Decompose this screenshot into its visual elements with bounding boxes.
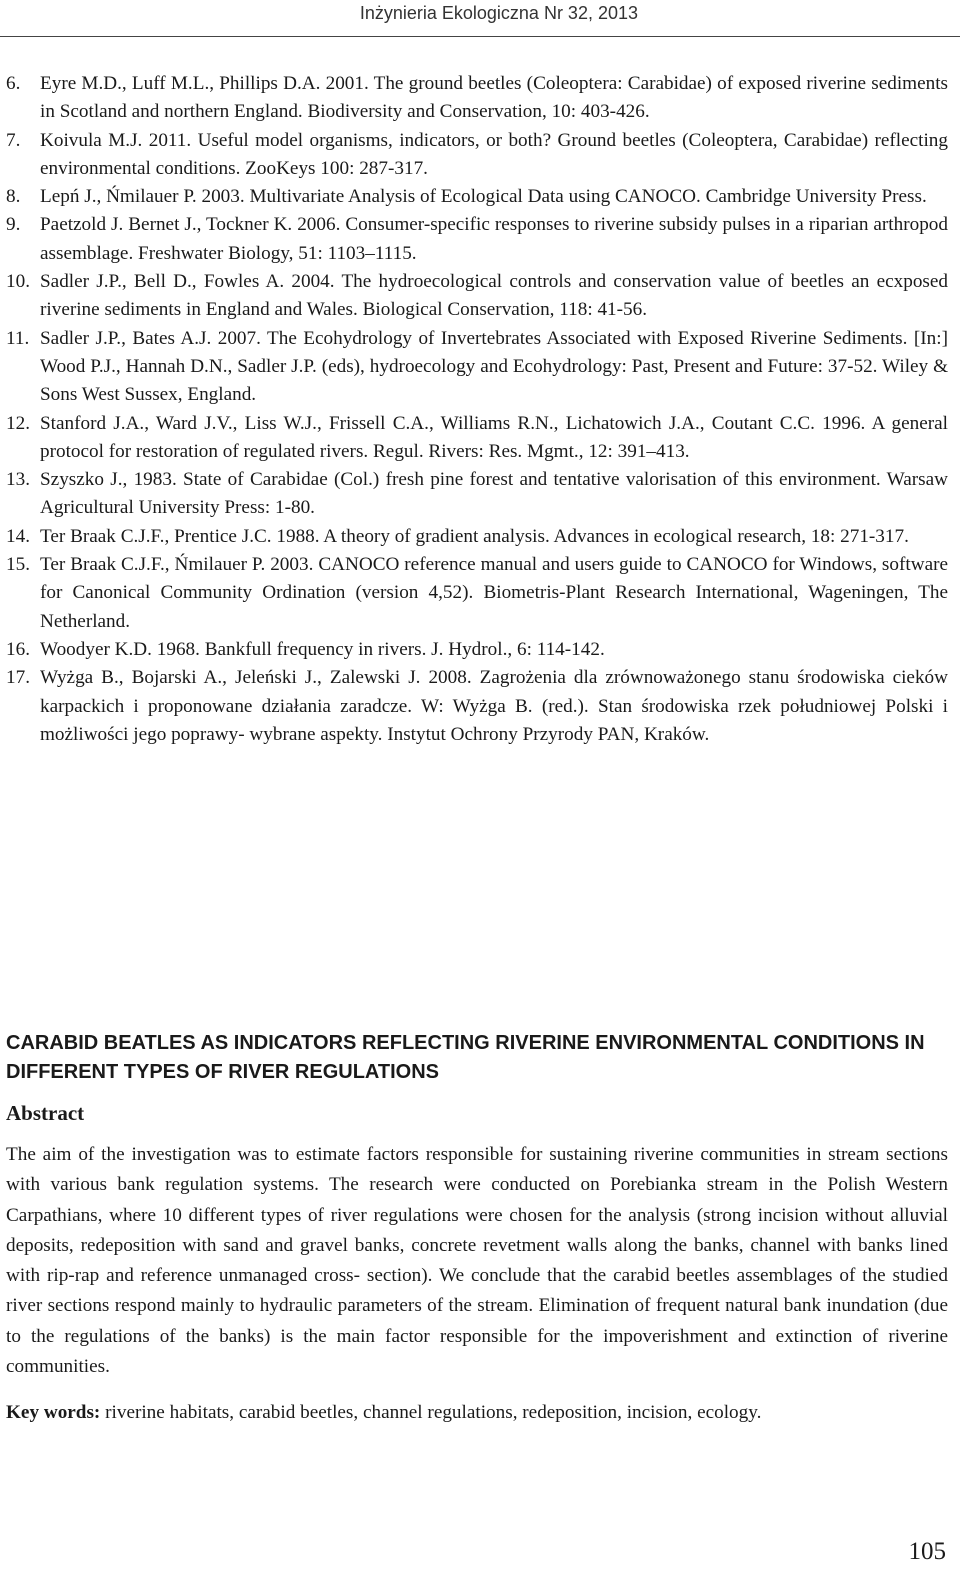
reference-number: 13. — [6, 469, 30, 491]
keywords — [6, 1398, 948, 1428]
reference-text: Ter Braak C.J.F., Prentice J.C. 1988. A theory of gradient analysis. Advances in ecological research, 18: 271-317. — [40, 525, 909, 547]
reference-item — [6, 466, 948, 523]
abstract-heading: Abstract — [6, 1101, 85, 1125]
reference-item — [6, 70, 948, 127]
reference-item — [6, 127, 948, 184]
reference-text: Szyszko J., 1983. State of Carabidae (Col.) fresh pine forest and tentative valorisation of this environment. Warsaw Agricultural University Press: 1-80. — [40, 469, 948, 519]
reference-item — [6, 523, 948, 551]
reference-number: 15. — [6, 554, 30, 576]
reference-text: Ter Braak C.J.F., Ńmilauer P. 2003. CANOCO reference manual and users guide to CANOCO for Windows, software for Canonical Community Ordination (version 4,52). Biometris-Plant Research International, Wageningen, The Netherland. — [40, 554, 948, 632]
reference-number: 7. — [6, 129, 21, 151]
reference-text: Woodyer K.D. 1968. Bankfull frequency in rivers. J. Hydrol., 6: 114-142. — [40, 638, 605, 660]
reference-item — [6, 325, 948, 410]
reference-number: 11. — [6, 327, 30, 349]
reference-number: 16. — [6, 638, 30, 660]
keywords-label: Key words: — [6, 1402, 101, 1423]
reference-text: Eyre M.D., Luff M.L., Phillips D.A. 2001. The ground beetles (Coleoptera: Carabidae) of exposed riverine sediments in Scotland and northern England. Biodiversity and Conservation, 10: 403-426. — [40, 73, 948, 123]
reference-text: Stanford J.A., Ward J.V., Liss W.J., Frissell C.A., Williams R.N., Lichatowich J.A., Coutant C.C. 1996. A general protocol for restoration of regulated rivers. Regul. Rivers: Res. Mgmt., 12: 391–413. — [40, 412, 948, 462]
reference-number: 17. — [6, 667, 30, 689]
running-header: Inżynieria Ekologiczna Nr 32, 2013 — [359, 3, 638, 23]
reference-number: 14. — [6, 525, 30, 547]
reference-number: 9. — [6, 214, 21, 236]
reference-text: Lepń J., Ńmilauer P. 2003. Multivariate Analysis of Ecological Data using CANOCO. Cambridge University Press. — [40, 186, 927, 208]
reference-item — [6, 183, 948, 211]
abstract-text: The aim of the investigation was to estimate factors responsible for sustaining riverine communities in stream sections with various bank regulation systems. The research were conducted on Porebianka stream in the Polish Western Carpathians, where 10 different types of river regulations were chosen for the analysis (strong incision without alluvial deposits, redeposition with sand and gravel banks, concrete revetment walls along the banks, channel with banks lined with rip-rap and reference unmanaged cross- section). We conclude that the carabid beetles assemblages of the studied river sections respond mainly to hydraulic parameters of the stream. Elimination of frequent natural bank inundation (due to the regulations of the banks) is the main factor responsible for the impoverishment and extinction of riverine communities. — [6, 1144, 948, 1378]
keywords-text: riverine habitats, carabid beetles, channel regulations, redeposition, incision, ecology. — [105, 1402, 762, 1423]
reference-item — [6, 636, 948, 664]
article-title: CARABID BEATLES AS INDICATORS REFLECTING RIVERINE ENVIRONMENTAL CONDITIONS IN DIFFERENT TYPES OF RIVER REGULATIONS — [6, 1032, 925, 1083]
header-rule — [0, 36, 960, 37]
reference-item — [6, 664, 948, 749]
reference-number: 12. — [6, 412, 30, 434]
reference-text: Sadler J.P., Bates A.J. 2007. The Ecohydrology of Invertebrates Associated with Exposed Riverine Sediments. [In:] Wood P.J., Hannah D.N., Sadler J.P. (eds), hydroecology and Ecohydrology: Past, Present and Future: 37-52. Wiley & Sons West Sussex, England. — [40, 327, 948, 406]
reference-number: 10. — [6, 271, 30, 293]
reference-number: 6. — [6, 73, 21, 94]
reference-list — [6, 70, 948, 749]
reference-text: Koivula M.J. 2011. Useful model organisms, indicators, or both? Ground beetles (Coleoptera, Carabidae) reflecting environmental conditions. ZooKeys 100: 287-317. — [40, 129, 948, 179]
reference-text: Sadler J.P., Bell D., Fowles A. 2004. The hydroecological controls and conservation value of beetles an ecxposed riverine sediments in England and Wales. Biological Conservation, 118: 41-56. — [40, 271, 948, 321]
reference-item — [6, 551, 948, 636]
page-number: 105 — [908, 1538, 946, 1565]
reference-text: Paetzold J. Bernet J., Tockner K. 2006. Consumer-specific responses to riverine subsidy pulses in a riparian arthropod assemblage. Freshwater Biology, 51: 1103–1115. — [40, 214, 948, 264]
reference-item — [6, 211, 948, 268]
reference-item — [6, 268, 948, 325]
reference-text: Wyżga B., Bojarski A., Jeleński J., Zalewski J. 2008. Zagrożenia dla zrównoważonego stanu środowiska cieków karpackich i proponowane działania zaradcze. W: Wyżga B. (red.). Stan środowiska rzek południowej Polski i możliwości jego poprawy- wybrane aspekty. Instytut Ochrony Przyrody PAN, Kraków. — [40, 667, 948, 745]
reference-number: 8. — [6, 186, 21, 208]
reference-item — [6, 410, 948, 467]
